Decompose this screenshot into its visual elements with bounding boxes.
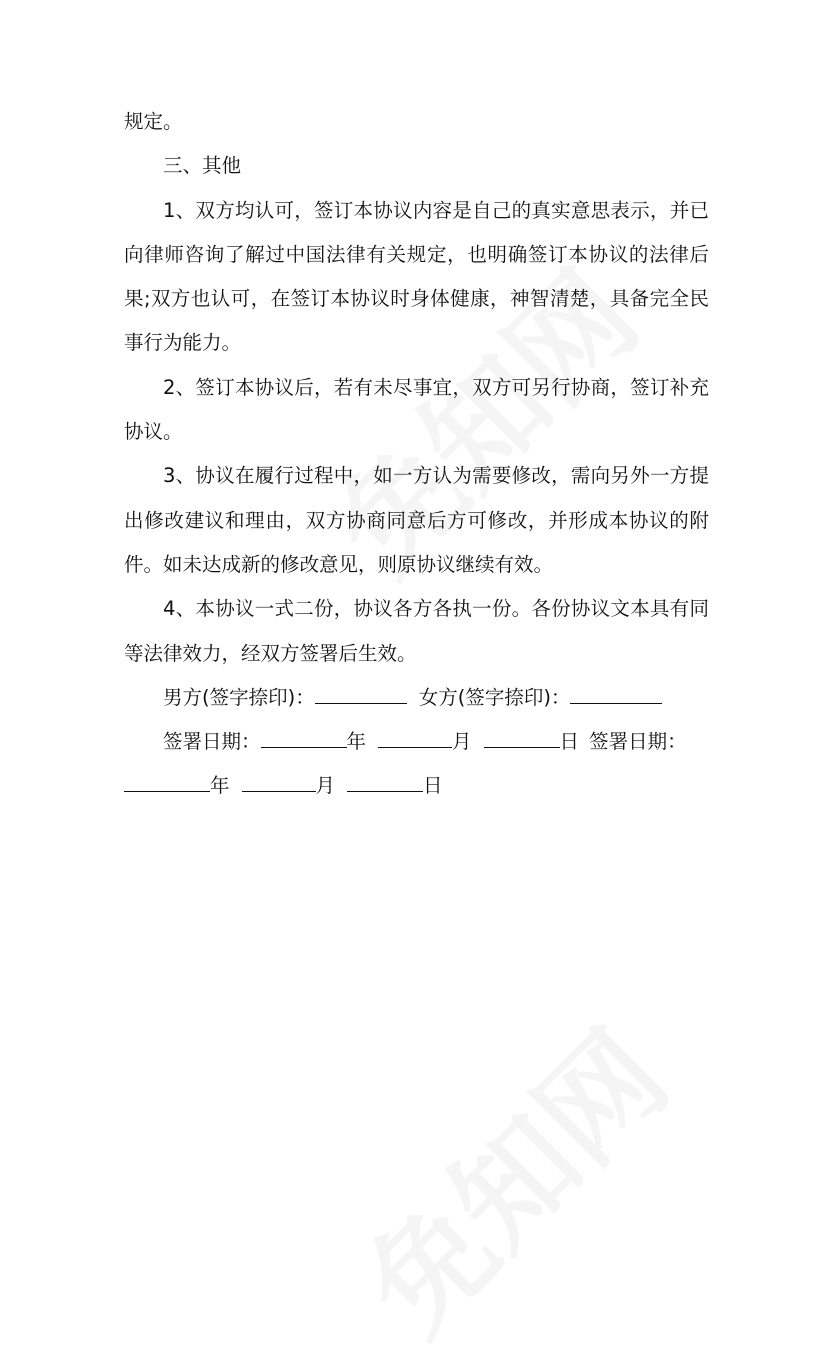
- day-label: 日: [559, 730, 580, 754]
- clause-3: 3、协议在履行过程中，如一方认为需要修改，需向另外一方提出修改建议和理由，双方协商同意后方可修改，并形成本协议的附件。如未达成新的修改意见，则原协议继续有效。: [124, 464, 709, 576]
- clause-2: 2、签订本协议后，若有未尽事宜，双方可另行协商，签订补充协议。: [124, 375, 709, 444]
- watermark-bottom: [322, 988, 698, 1364]
- year-label: 年: [346, 730, 367, 754]
- female-signature-label: 女方(签字捺印)：: [418, 685, 571, 709]
- document-body: [124, 100, 709, 809]
- male-day-blank[interactable]: [484, 727, 560, 748]
- female-date-label: 签署日期：: [589, 730, 687, 754]
- female-month-blank[interactable]: [242, 771, 316, 792]
- male-signature-blank[interactable]: [315, 682, 407, 703]
- month-label-2: 月: [315, 774, 336, 798]
- male-month-blank[interactable]: [378, 727, 452, 748]
- section-heading: 三、其他: [163, 154, 242, 178]
- female-signature-blank[interactable]: [570, 682, 662, 703]
- date-line-2: [124, 764, 709, 808]
- male-year-blank[interactable]: [261, 727, 347, 748]
- date-line-1: [124, 720, 709, 764]
- male-signature-label: 男方(签字捺印)：: [163, 685, 315, 709]
- female-year-blank[interactable]: [124, 771, 210, 792]
- year-label-2: 年: [210, 774, 230, 798]
- signature-line: [124, 676, 709, 720]
- day-label-2: 日: [423, 774, 443, 798]
- clause-4: 4、本协议一式二份，协议各方各执一份。各份协议文本具有同等法律效力，经双方签署后生效。: [124, 597, 709, 665]
- clause-1: 1、双方均认可，签订本协议内容是自己的真实意思表示，并已向律师咨询了解过中国法律有关规定，也明确签订本协议的法律后果;双方也认可，在签订本协议时身体健康，神智清楚，具备完全民事行为能力。: [124, 198, 709, 355]
- month-label: 月: [452, 730, 472, 754]
- male-date-label: 签署日期：: [163, 730, 261, 754]
- paragraph-continuation: 规定。: [124, 110, 183, 133]
- female-day-blank[interactable]: [347, 771, 423, 792]
